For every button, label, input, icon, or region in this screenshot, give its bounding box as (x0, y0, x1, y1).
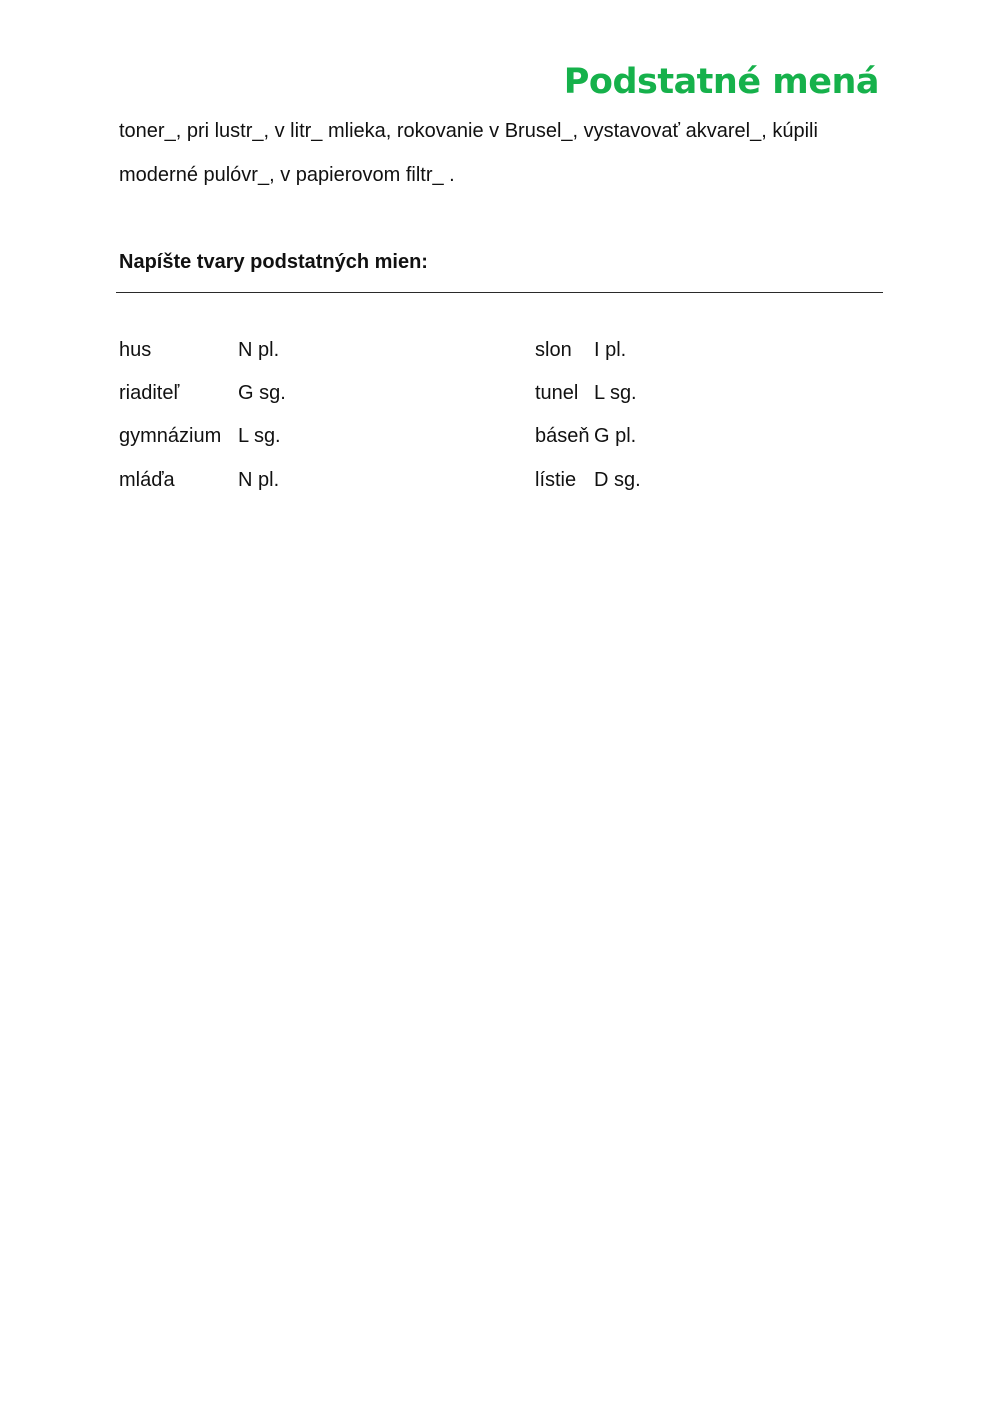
left-form-3: L sg. (238, 425, 281, 447)
right-form-4: D sg. (594, 469, 641, 491)
right-form-1: I pl. (594, 339, 627, 361)
left-word-1: hus (119, 339, 152, 361)
right-word-4: lístie (535, 469, 577, 491)
left-word-2: riaditeľ (119, 382, 180, 404)
left-form-2: G sg. (238, 382, 286, 404)
left-word-4: mláďa (119, 469, 175, 491)
left-form-1: N pl. (238, 339, 280, 361)
instruction-heading: Napíšte tvary podstatných mien: (119, 251, 428, 273)
exercise-text-line-1: toner_, pri lustr_, v litr_ mlieka, rokovanie v Brusel_, vystavovať akvarel_, kúpili (119, 120, 818, 142)
divider-line (116, 292, 883, 293)
left-form-4: N pl. (238, 469, 280, 491)
right-form-2: L sg. (594, 382, 637, 404)
right-form-3: G pl. (594, 425, 637, 447)
right-word-3: báseň (535, 425, 590, 447)
exercise-text-line-2: moderné pulóvr_, v papierovom filtr_ . (119, 164, 455, 186)
right-word-1: slon (535, 339, 572, 361)
page-title: Podstatné mená (563, 62, 879, 102)
right-word-2: tunel (535, 382, 579, 404)
left-word-3: gymnázium (119, 425, 222, 447)
